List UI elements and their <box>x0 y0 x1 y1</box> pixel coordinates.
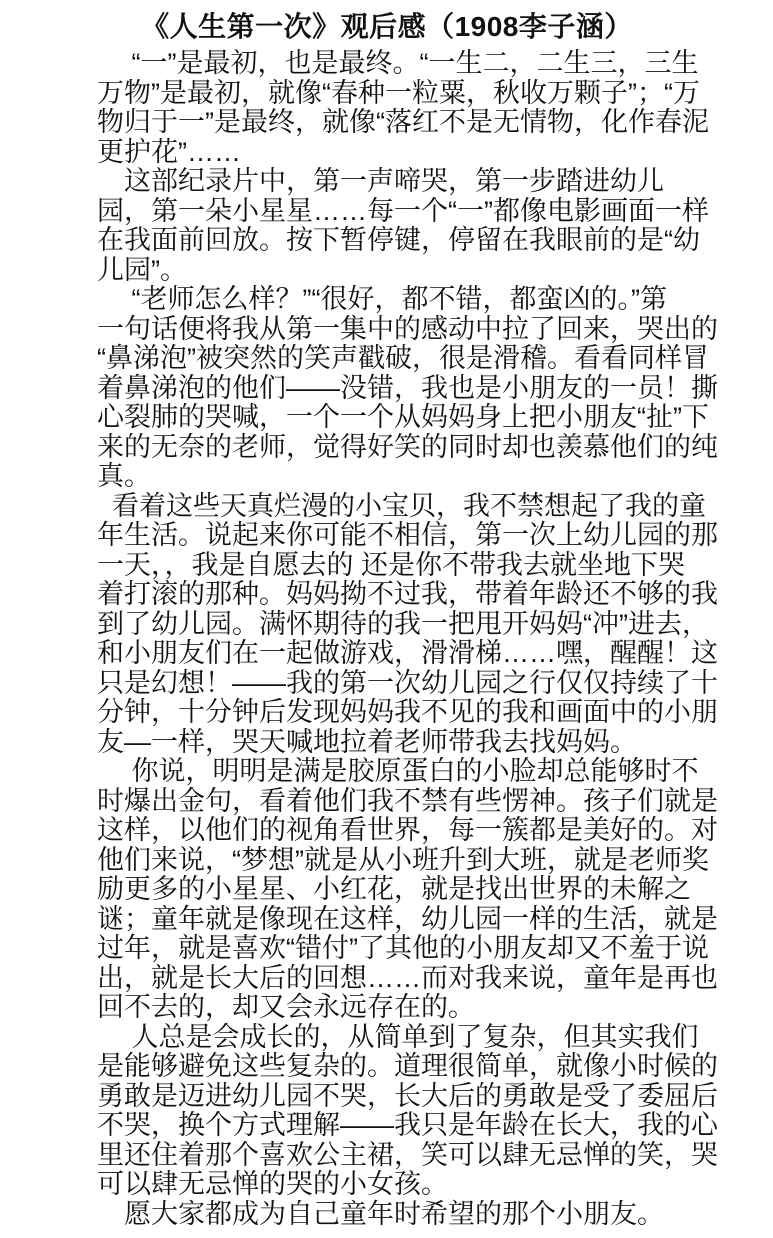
text-line: 可以肆无忌惮的哭的小女孩。 <box>97 1169 448 1199</box>
text-line: 他们来说，“梦想”就是从小班升到大班，就是老师奖 <box>97 844 709 875</box>
text-line: 年生活。说起来你可能不相信，第一次上幼儿园的那 <box>97 520 718 550</box>
text-line: 回不去的，却又会永远存在的。 <box>97 992 475 1022</box>
text-line: 真。 <box>97 461 151 491</box>
text-line: 友—一样，哭天喊地拉着老师带我去找妈妈。 <box>97 726 637 757</box>
text-line: 愿大家都成为自己童年时希望的那个小朋友。 <box>97 1198 664 1229</box>
text-line: 这部纪录片中，第一声啼哭，第一步踏进幼儿 <box>97 166 664 196</box>
text-line: 时爆出金句，看着他们我不禁有些愣神。孩子们就是 <box>97 785 718 816</box>
text-line: 和小朋友们在一起做游戏，滑滑梯……嘿，醒醒！这 <box>97 638 718 668</box>
text-line: 谜；童年就是像现在这样，幼儿园一样的生活，就是 <box>97 903 718 934</box>
text-line: 来的无奈的老师，觉得好笑的同时却也羡慕他们的纯 <box>97 431 718 462</box>
text-line: “一”是最初，也是最终。“一生二，二生三，三生 <box>97 48 699 78</box>
essay-body <box>97 48 718 1229</box>
text-line: 着鼻涕泡的他们——没错，我也是小朋友的一员！撕 <box>97 372 718 403</box>
paragraph <box>97 756 718 1023</box>
text-line: 着打滚的那种。妈妈拗不过我，带着年龄还不够的我 <box>97 579 718 609</box>
paragraph <box>97 284 718 492</box>
paragraph <box>97 166 709 285</box>
text-line: 里还住着那个喜欢公主裙，笑可以肆无忌惮的笑，哭 <box>97 1139 718 1170</box>
text-line: 到了幼儿园。满怀期待的我一把甩开妈妈“冲”进去， <box>97 608 709 639</box>
paragraph <box>97 490 718 758</box>
text-line: 励更多的小星星、小红花，就是找出世界的未解之 <box>97 874 691 904</box>
text-line: 在我面前回放。按下暂停键，停留在我眼前的是“幼 <box>97 225 700 255</box>
text-line: 勇敢是迈进幼儿园不哭，长大后的勇敢是受了委屈后 <box>97 1080 718 1111</box>
text-line: “老师怎么样？”“很好，都不错，都蛮凶的。”第 <box>97 284 667 314</box>
text-line: 只是幻想！——我的第一次幼儿园之行仅仅持续了十 <box>97 667 718 698</box>
essay-title: 《人生第一次》观后感（1908李子涵） <box>141 11 633 42</box>
paragraph <box>97 1200 677 1230</box>
text-line: 万物”是最初，就像“春种一粒粟，秋收万颗子”；“万 <box>97 77 700 108</box>
text-line: 你说，明明是满是胶原蛋白的小脸却总能够时不 <box>97 756 699 786</box>
text-line: 人总是会成长的，从简单到了复杂，但其实我们 <box>97 1021 699 1052</box>
text-line: 是能够避免这些复杂的。道理很简单，就像小时候的 <box>97 1051 718 1081</box>
paragraph <box>97 1021 718 1200</box>
text-line: 园，第一朵小星星……每一个“一”都像电影画面一样 <box>97 195 709 226</box>
text-line: 不哭，换个方式理解——我只是年龄在长大，我的心 <box>97 1110 718 1140</box>
text-line: 过年，就是喜欢“错付”了其他的小朋友却又不羞于说 <box>97 933 709 963</box>
text-line: 儿园”。 <box>97 254 187 285</box>
text-line: 物归于一”是最终，就像“落红不是无情物，化作春泥 <box>97 107 709 137</box>
text-line: 这样，以他们的视角看世界，每一簇都是美好的。对 <box>97 815 718 845</box>
text-line: “鼻涕泡”被突然的笑声戳破，很是滑稽。看看同样冒 <box>97 343 709 373</box>
text-line: 分钟，十分钟后发现妈妈我不见的我和画面中的小朋 <box>97 697 718 727</box>
text-line: 一句话便将我从第一集中的感动中拉了回来，哭出的 <box>97 313 718 344</box>
text-line: 一天，，我是自愿去的 还是你不带我去就坐地下哭 <box>97 549 686 580</box>
text-line: 出，就是长大后的回想……而对我来说，童年是再也 <box>97 962 718 993</box>
text-line: 心裂肺的哭喊，一个一个从妈妈身上把小朋友“扯”下 <box>97 402 709 432</box>
paragraph <box>97 48 709 167</box>
text-line: 看着这些天真烂漫的小宝贝，我不禁想起了我的童 <box>97 490 707 521</box>
text-line: 更护花”…… <box>97 136 241 167</box>
